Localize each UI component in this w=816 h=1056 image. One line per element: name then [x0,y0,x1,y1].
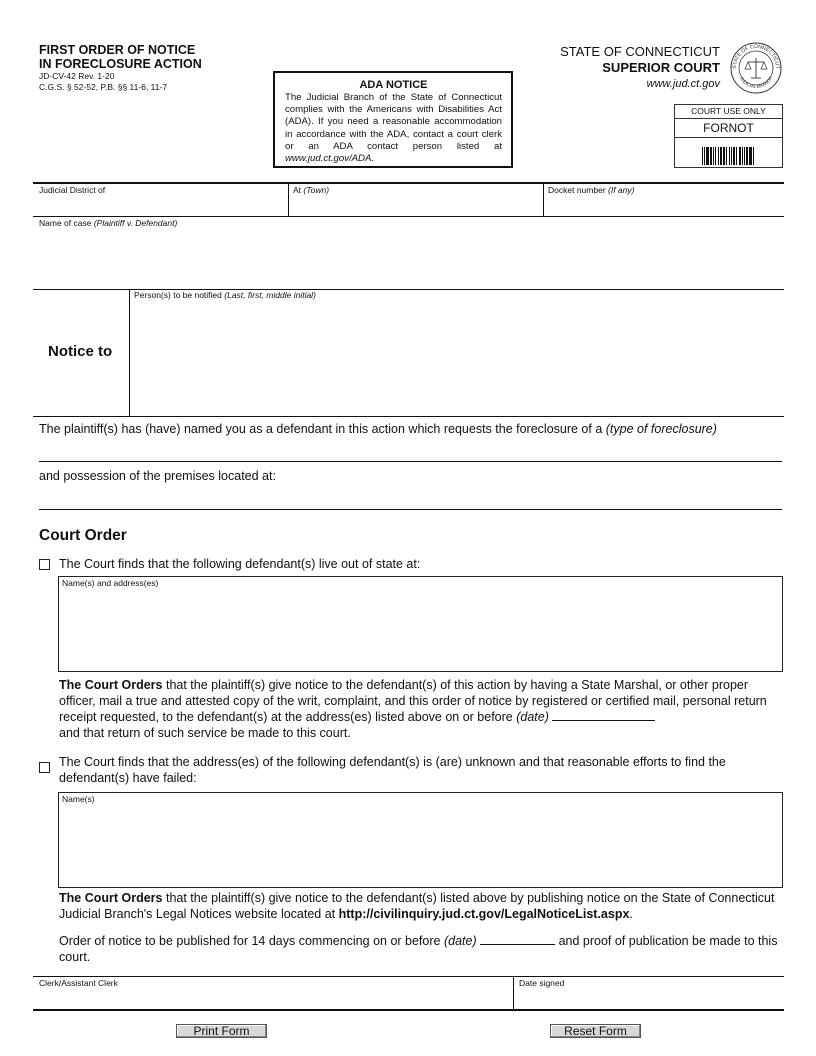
barcode-icon [675,138,782,165]
clerk-field[interactable] [36,990,510,1008]
ada-link[interactable]: www.jud.ct.gov/ADA. [285,153,375,165]
title-line-2: IN FORECLOSURE ACTION [39,57,202,71]
docket-field[interactable] [546,196,782,214]
divider [129,289,130,416]
publication-date-field[interactable] [480,933,555,945]
divider [513,976,514,1009]
publication-order: Order of notice to be published for 14 days commencing on or before (date) and proof of publication be made to this court. [59,934,778,964]
state-seal-icon [730,42,782,94]
court-name: SUPERIOR COURT [602,60,720,75]
divider [543,184,544,216]
docket-label: Docket number (If any) [548,185,635,195]
court-use-code: FORNOT [675,119,782,138]
ada-text [285,92,502,165]
court-order-1: The Court Orders that the plaintiff(s) give notice to the defendant(s) of this action by having a State Marshal, or other proper officer, mail a true and attested copy of the writ, complaint, and this order of notice by registered or certified mail, personal return receipt requested, to the defendant(s) at the address(es) listed above on or before (date) and that return of such service be made to this court. [59,678,767,740]
court-use-box [674,104,783,168]
case-name-label: Name of case (Plaintiff v. Defendant) [39,218,178,228]
divider [288,184,289,216]
notice-to-label: Notice to [48,343,113,360]
town-label: At (Town) [293,185,330,195]
divider [33,416,784,417]
unknown-address-checkbox[interactable] [39,762,50,773]
premises-line[interactable] [39,509,782,510]
foreclosure-type-line[interactable] [39,461,782,462]
form-title [39,43,202,71]
form-statutes: C.G.S. § 52-52, P.B. §§ 11-6, 11-7 [39,81,168,92]
divider [33,216,784,217]
ada-notice-box [273,71,513,168]
out-of-state-checkbox[interactable] [39,559,50,570]
form-meta [39,71,167,92]
title-line-1: FIRST ORDER OF NOTICE [39,43,196,57]
court-header [560,44,720,92]
divider [33,976,784,977]
legal-notices-link[interactable]: http://civilinquiry.jud.ct.gov/LegalNoticeList.aspx [338,907,630,921]
names-field[interactable] [58,792,783,888]
names-addresses-field[interactable] [58,576,783,672]
out-of-state-text: The Court finds that the following defendant(s) live out of state at: [59,557,421,571]
possession-statement: and possession of the premises located at: [39,469,276,483]
case-name-field[interactable] [36,230,782,286]
form-id: JD-CV-42 Rev. 1-20 [39,71,115,81]
barcode-bar [754,147,755,165]
seal-text-bottom: JUDICIAL BRANCH [738,75,774,90]
unknown-address-text: The Court finds that the address(es) of the following defendant(s) is (are) unknown and that reasonable efforts to find the defendant(s) have failed: [59,755,726,785]
names-label: Name(s) [62,794,95,804]
persons-label: Person(s) to be notified (Last, first, middle initial) [134,290,316,300]
court-order-title: Court Order [39,527,127,544]
court-order-2: The Court Orders that the plaintiff(s) give notice to the defendant(s) listed above by publishing notice on the State of Connecticut Judicial Branch's Legal Notices website located at http://civilinquiry.jud.ct.gov/LegalNoticeList.aspx. [59,891,775,921]
clerk-label: Clerk/Assistant Clerk [39,978,118,988]
persons-field[interactable] [132,302,782,414]
ada-title: ADA NOTICE [359,79,428,91]
judicial-district-label: Judicial District of [39,185,106,195]
judicial-district-field[interactable] [36,186,286,214]
divider [33,1009,784,1011]
date-signed-field[interactable] [516,990,782,1008]
reset-form-button[interactable]: Reset Form [550,1024,641,1038]
print-form-button[interactable]: Print Form [176,1024,267,1038]
court-use-label: COURT USE ONLY [675,105,782,119]
foreclosure-statement: The plaintiff(s) has (have) named you as a defendant in this action which requests the foreclosure of a (type of foreclosure) [39,422,717,436]
seal-text-top: STATE OF CONNECTICUT [731,43,781,69]
order1-date-field[interactable] [552,709,655,721]
names-addresses-label: Name(s) and address(es) [62,578,159,588]
ada-body: The Judicial Branch of the State of Connecticut complies with the Americans with Disabilities Act (ADA). If you need a reasonable accommodation in accordance with the ADA, contact a court clerk or an ADA contact person listed at [285,92,502,152]
town-field[interactable] [291,196,541,214]
divider [33,182,784,184]
state-name: STATE OF CONNECTICUT [560,44,720,59]
date-signed-label: Date signed [519,978,565,988]
court-website: www.jud.ct.gov [646,78,720,90]
